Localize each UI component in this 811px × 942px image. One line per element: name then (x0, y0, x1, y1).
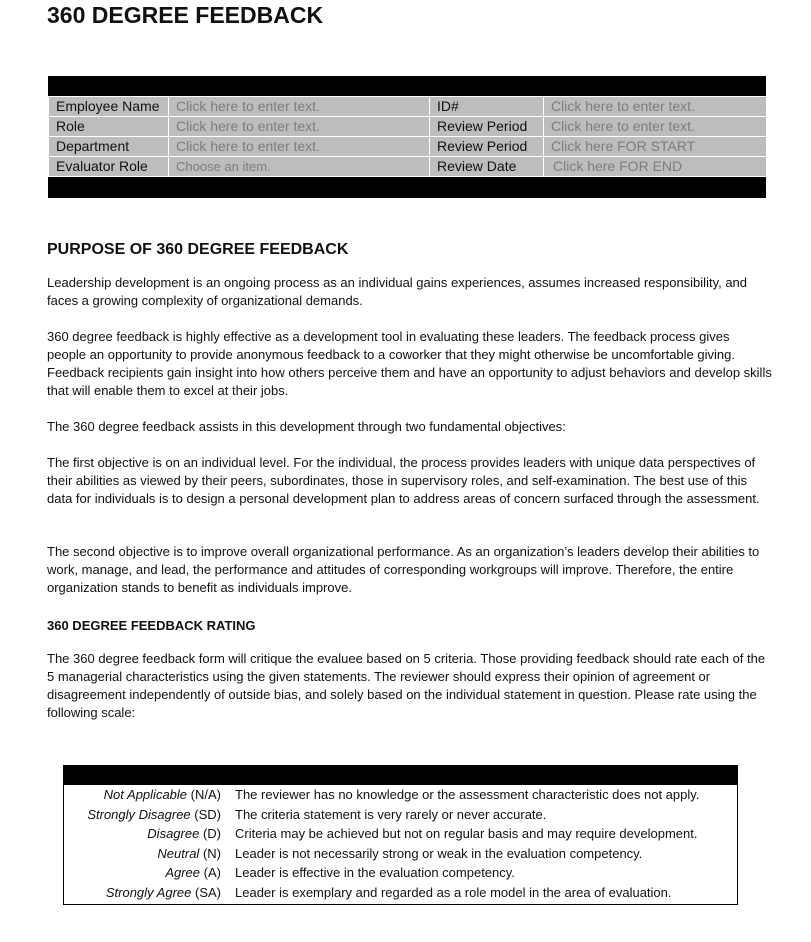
employee-name-label: Employee Name (49, 97, 169, 117)
employee-info-table (48, 76, 766, 198)
purpose-paragraph: Leadership development is an ongoing process as an individual gains experiences, assumes increased responsibility, and faces a growing complexity of organizational demands. (47, 275, 748, 308)
scale-description: Leader is effective in the evaluation competency. (235, 865, 515, 880)
scale-term: Disagree (D) (147, 826, 221, 841)
scale-description: Criteria may be achieved but not on regular basis and may require development. (235, 826, 698, 841)
scale-description: Leader is exemplary and regarded as a role model in the area of evaluation. (235, 884, 672, 900)
scale-row (64, 883, 737, 903)
id-field[interactable]: Click here to enter text. (544, 97, 767, 117)
purpose-heading: PURPOSE OF 360 DEGREE FEEDBACK (47, 241, 349, 258)
document-title: 360 DEGREE FEEDBACK (47, 2, 324, 28)
scale-row (64, 824, 737, 844)
review-period-label: Review Period (430, 117, 544, 137)
scale-header-band (64, 766, 737, 785)
review-date-label: Review Date (430, 157, 544, 177)
scale-term: Agree (A) (165, 865, 221, 880)
scale-row (64, 805, 737, 825)
scale-description: Leader is not necessarily strong or weak in the evaluation competency. (235, 845, 643, 861)
review-period-field[interactable]: Click here to enter text. (544, 117, 767, 137)
purpose-paragraph: The first objective is on an individual level. For the individual, the process provides leaders with unique data perspectives of their abilities as viewed by their peers, subordinates, those in supervisory roles, and self-examination. The best use of this data for individuals is to design a personal development plan to address areas of concern surfaced through the assessment. (47, 455, 760, 506)
employee-name-field[interactable]: Click here to enter text. (169, 97, 430, 117)
scale-term: Strongly Disagree (SD) (87, 806, 221, 822)
review-period-start-label: Review Period (430, 137, 544, 157)
scale-row (64, 863, 737, 883)
scale-description: The reviewer has no knowledge or the assessment characteristic does not apply. (235, 787, 700, 802)
table-footer-band (48, 177, 766, 198)
scale-term: Neutral (N) (157, 845, 221, 861)
purpose-paragraph: The 360 degree feedback assists in this development through two fundamental objectives: (47, 419, 566, 434)
id-label: ID# (430, 97, 544, 117)
rating-heading: 360 DEGREE FEEDBACK RATING (47, 618, 256, 633)
scale-description: The criteria statement is very rarely or never accurate. (235, 806, 547, 822)
scale-term: Strongly Agree (SA) (105, 884, 221, 900)
department-label: Department (49, 137, 169, 157)
table-row (49, 97, 767, 117)
purpose-paragraph: The second objective is to improve overall organizational performance. As an organization’s leaders develop their abilities to work, manage, and lead, the performance and attitudes of corresponding workgroups will improve. Therefore, the entire organization stands to benefit as individuals improve. (47, 544, 760, 595)
evaluator-role-dropdown[interactable]: Choose an item. (169, 157, 430, 177)
review-date-field[interactable]: Click here FOR END (544, 157, 767, 177)
role-field[interactable]: Click here to enter text. (169, 117, 430, 137)
table-row (49, 137, 767, 157)
scale-row (64, 785, 737, 805)
review-period-start-field[interactable]: Click here FOR START (544, 137, 767, 157)
purpose-paragraph: 360 degree feedback is highly effective as a development tool in evaluating these leaders. The feedback process gives people an opportunity to provide anonymous feedback to a coworker that they might otherwise be uncomfortable giving. Feedback recipients gain insight into how others perceive them and have an opportunity to adjust behaviors and develop skills that will enable them to excel at their jobs. (47, 329, 772, 398)
table-row (49, 117, 767, 137)
info-grid (48, 96, 767, 177)
rating-intro: The 360 degree feedback form will critique the evaluee based on 5 criteria. Those providing feedback should rate each of the 5 managerial characteristics using the given statements. The reviewer should express their opinion of agreement or disagreement independently of outside bias, and solely based on the individual statement in question. Please rate using the following scale: (47, 651, 766, 720)
evaluator-role-label: Evaluator Role (49, 157, 169, 177)
department-field[interactable]: Click here to enter text. (169, 137, 430, 157)
scale-grid (64, 785, 737, 902)
scale-bottom-spacer (64, 902, 737, 904)
rating-scale-table (63, 765, 738, 905)
scale-term: Not Applicable (N/A) (103, 787, 221, 802)
table-row (49, 157, 767, 177)
role-label: Role (49, 117, 169, 137)
table-header-band (48, 76, 766, 96)
scale-row (64, 844, 737, 864)
